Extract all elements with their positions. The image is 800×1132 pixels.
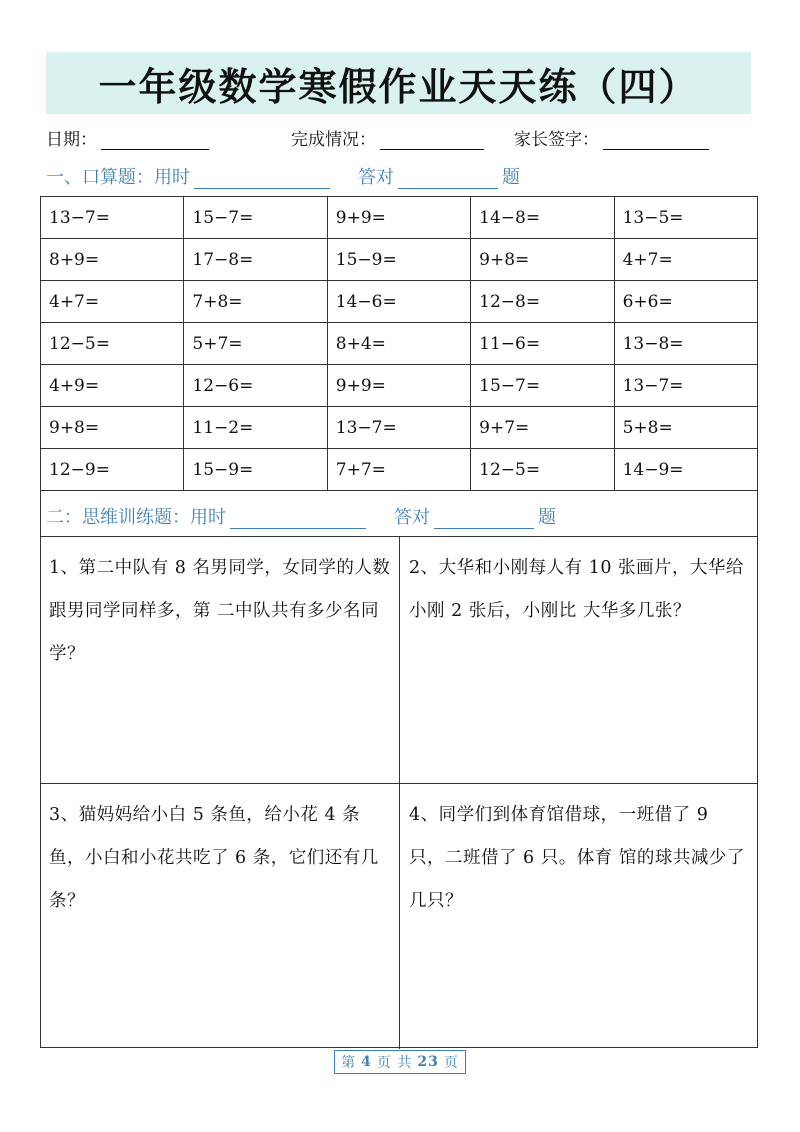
calc-cell[interactable]: 6+6= (614, 281, 757, 323)
section1-time-blank[interactable] (194, 168, 330, 189)
status-field[interactable] (291, 125, 484, 150)
status-blank[interactable] (380, 131, 484, 150)
calc-cell[interactable]: 12−8= (471, 281, 614, 323)
section2-time-blank[interactable] (230, 508, 366, 529)
question-text: 3、猫妈妈给小白 5 条鱼，给小花 4 条鱼，小白和小花共吃了 6 条，它们还有几条？ (49, 805, 379, 911)
calc-cell[interactable]: 5+7= (184, 323, 327, 365)
question-box-4[interactable] (399, 783, 758, 1049)
date-label: 日期： (46, 130, 97, 150)
calc-cell[interactable]: 7+7= (327, 449, 470, 491)
question-text: 1、第二中队有 8 名男同学，女同学的人数跟男同学同样多，第 二中队共有多少名同学？ (49, 558, 391, 664)
calc-cell[interactable]: 14−9= (614, 449, 757, 491)
section1-heading (46, 163, 520, 189)
calc-cell[interactable]: 15−9= (184, 449, 327, 491)
calc-cell[interactable]: 13−7= (614, 365, 757, 407)
calc-row (41, 197, 758, 239)
section1-title: 一、口算题：用时 (46, 167, 190, 188)
status-label: 完成情况： (291, 130, 376, 150)
calc-cell[interactable]: 15−7= (184, 197, 327, 239)
section1-correct-blank[interactable] (398, 168, 498, 189)
calc-cell[interactable]: 9+8= (471, 239, 614, 281)
calc-row (41, 323, 758, 365)
section2-title: 二：思维训练题：用时 (46, 507, 226, 528)
calc-cell[interactable]: 12−6= (184, 365, 327, 407)
calc-cell[interactable]: 11−2= (184, 407, 327, 449)
calc-cell[interactable]: 14−6= (327, 281, 470, 323)
calc-row (41, 239, 758, 281)
section2-correct-blank[interactable] (434, 508, 534, 529)
calc-cell[interactable]: 4+9= (41, 365, 184, 407)
calc-cell[interactable]: 4+7= (614, 239, 757, 281)
calc-cell[interactable]: 8+9= (41, 239, 184, 281)
calc-cell[interactable]: 13−8= (614, 323, 757, 365)
current-page: 4 (361, 1054, 372, 1070)
date-field[interactable] (46, 125, 209, 150)
calc-cell[interactable]: 17−8= (184, 239, 327, 281)
section2-unit: 题 (538, 507, 556, 528)
parent-signature-field[interactable] (514, 125, 709, 150)
calc-cell[interactable]: 13−7= (327, 407, 470, 449)
calc-cell[interactable]: 12−9= (41, 449, 184, 491)
question-box-3[interactable] (40, 783, 399, 1049)
parent-signature-label: 家长签字： (514, 130, 599, 150)
date-blank[interactable] (101, 131, 209, 150)
calc-cell[interactable]: 12−5= (41, 323, 184, 365)
section2-correct-label: 答对 (394, 507, 430, 528)
calc-cell[interactable]: 12−5= (471, 449, 614, 491)
section1-unit: 题 (502, 167, 520, 188)
title-banner (46, 52, 751, 114)
question-box-2[interactable] (399, 537, 758, 783)
calc-cell[interactable]: 14−8= (471, 197, 614, 239)
calc-cell[interactable]: 15−9= (327, 239, 470, 281)
calc-cell[interactable]: 15−7= (471, 365, 614, 407)
calc-cell[interactable]: 9+7= (471, 407, 614, 449)
question-grid (40, 536, 758, 1049)
calc-cell[interactable]: 13−5= (614, 197, 757, 239)
calc-cell[interactable]: 9+9= (327, 197, 470, 239)
total-pages: 23 (417, 1054, 439, 1070)
calc-row (41, 449, 758, 491)
calc-cell[interactable]: 13−7= (41, 197, 184, 239)
calc-cell[interactable]: 7+8= (184, 281, 327, 323)
calc-table (40, 196, 758, 491)
parent-signature-blank[interactable] (603, 131, 709, 150)
calc-cell[interactable]: 8+4= (327, 323, 470, 365)
calc-cell[interactable]: 4+7= (41, 281, 184, 323)
calc-row (41, 281, 758, 323)
page-suffix: 页 (443, 1055, 459, 1071)
page-number (334, 1050, 466, 1074)
question-box-1[interactable] (40, 537, 399, 783)
page-title: 一年级数学寒假作业天天练（四） (98, 64, 699, 109)
info-row (46, 121, 751, 151)
calc-row (41, 407, 758, 449)
question-text: 2、大华和小刚每人有 10 张画片，大华给小刚 2 张后，小刚比 大华多几张？ (409, 558, 745, 621)
question-text: 4、同学们到体育馆借球，一班借了 9 只，二班借了 6 只。体育 馆的球共减少了几只？ (409, 805, 745, 911)
calc-cell[interactable]: 9+9= (327, 365, 470, 407)
calc-cell[interactable]: 11−6= (471, 323, 614, 365)
section1-correct-label: 答对 (358, 167, 394, 188)
page-prefix: 第 (341, 1055, 357, 1071)
calc-cell[interactable]: 5+8= (614, 407, 757, 449)
page-middle: 页 共 (376, 1055, 413, 1071)
calc-cell[interactable]: 9+8= (41, 407, 184, 449)
calc-row (41, 365, 758, 407)
section2-heading (46, 503, 556, 529)
